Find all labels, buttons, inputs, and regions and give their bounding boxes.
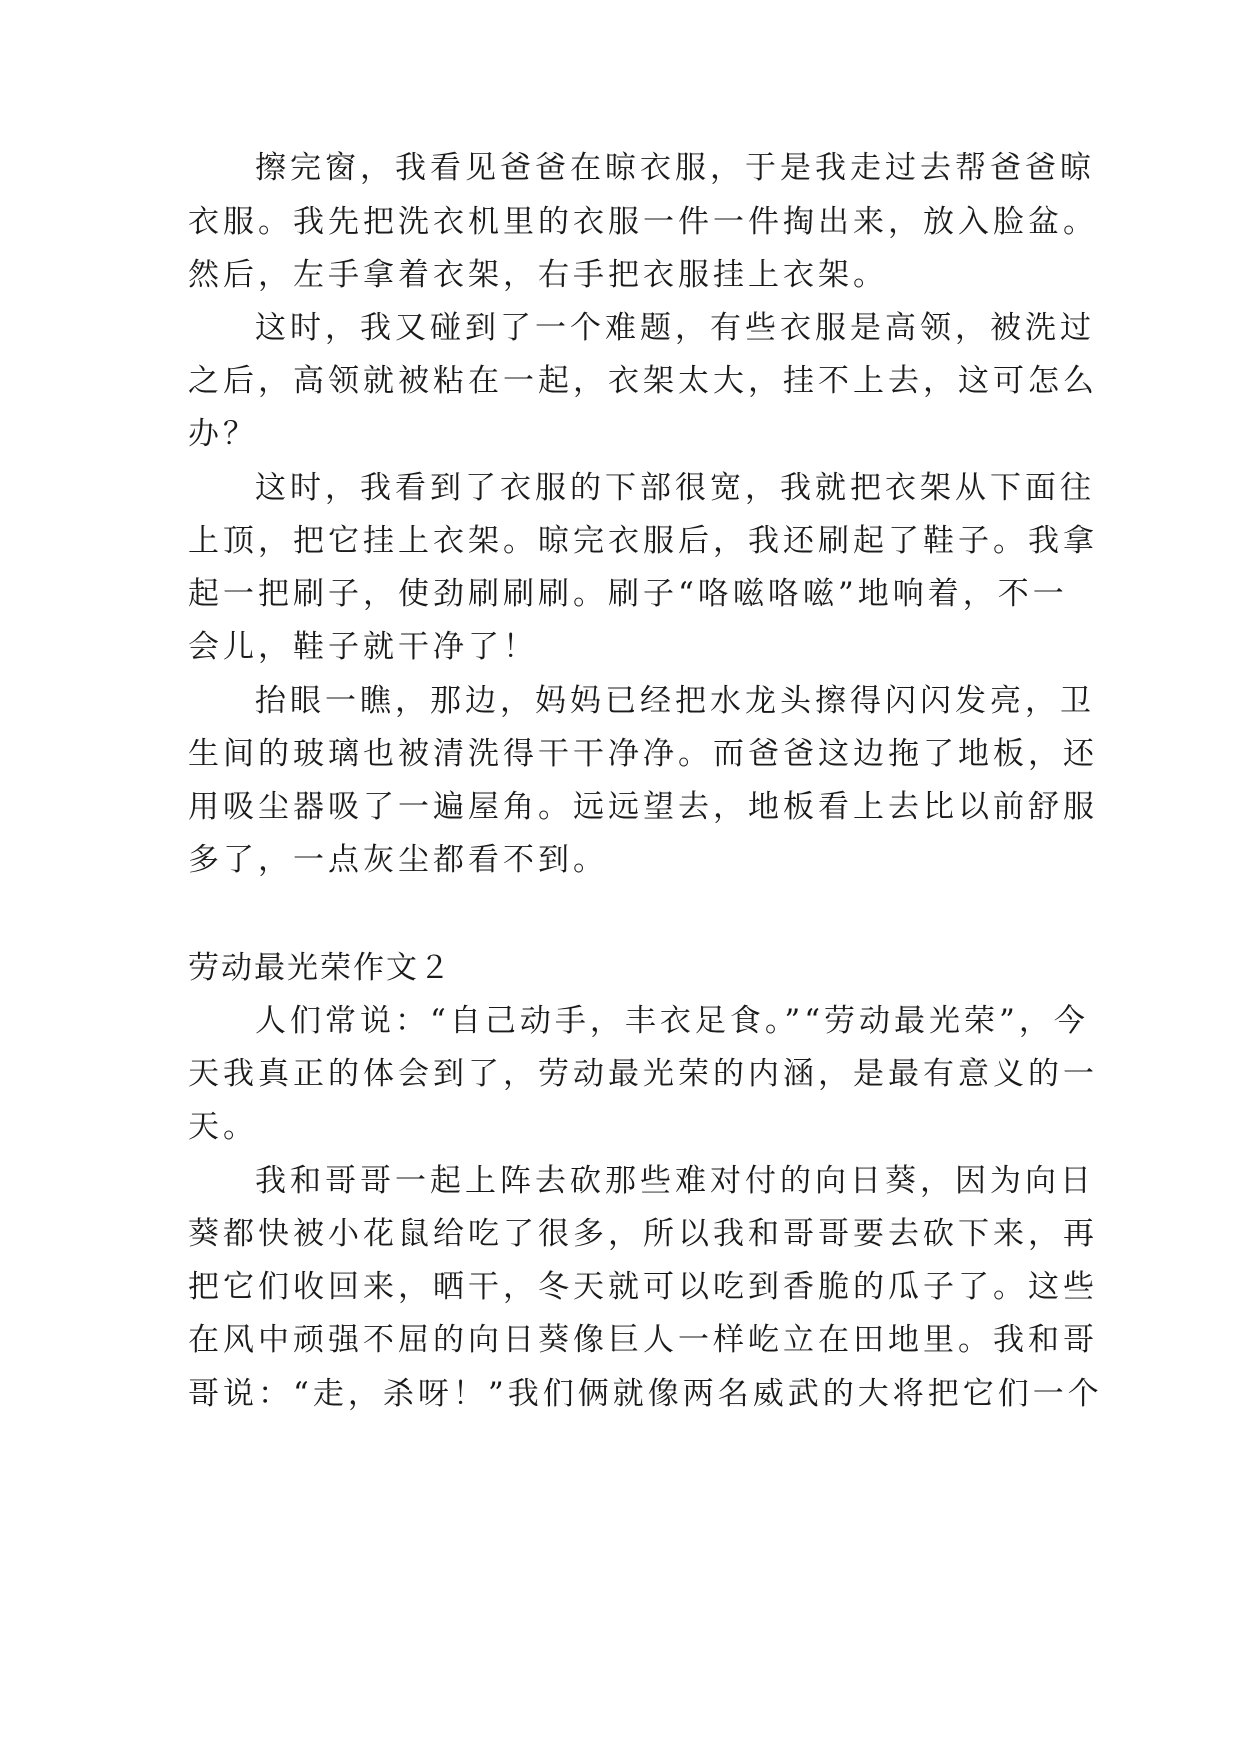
- paragraph-line: 人们常说：“自己动手，丰衣足食。”“劳动最光荣”，今: [255, 1003, 1089, 1039]
- section-title: 劳动最光荣作文２: [188, 950, 452, 986]
- paragraph-line: 上顶，把它挂上衣架。晾完衣服后，我还刷起了鞋子。我拿: [188, 523, 1098, 559]
- paragraph-line: 衣服。我先把洗衣机里的衣服一件一件掏出来，放入脸盆。: [188, 204, 1098, 240]
- paragraph-line: 多了，一点灰尘都看不到。: [188, 842, 608, 878]
- paragraph-line: 起一把刷子，使劲刷刷刷。刷子“咯嗞咯嗞”地响着，不一: [188, 576, 1068, 612]
- paragraph-line: 我和哥哥一起上阵去砍那些难对付的向日葵，因为向日: [255, 1163, 1095, 1199]
- paragraph-line: 之后，高领就被粘在一起，衣架太大，挂不上去，这可怎么: [188, 363, 1098, 399]
- paragraph-line: 然后，左手拿着衣架，右手把衣服挂上衣架。: [188, 257, 888, 293]
- paragraph-line: 这时，我看到了衣服的下部很宽，我就把衣架从下面往: [255, 470, 1095, 506]
- paragraph-line: 办？: [188, 416, 258, 452]
- paragraph-line: 这时，我又碰到了一个难题，有些衣服是高领，被洗过: [255, 310, 1095, 346]
- paragraph-line: 抬眼一瞧，那边，妈妈已经把水龙头擦得闪闪发亮，卫: [255, 683, 1095, 719]
- paragraph-line: 葵都快被小花鼠给吃了很多，所以我和哥哥要去砍下来，再: [188, 1216, 1098, 1252]
- paragraph-line: 用吸尘器吸了一遍屋角。远远望去，地板看上去比以前舒服: [188, 789, 1098, 825]
- paragraph-line: 擦完窗，我看见爸爸在晾衣服，于是我走过去帮爸爸晾: [255, 150, 1095, 186]
- paragraph-line: 天我真正的体会到了，劳动最光荣的内涵，是最有意义的一: [188, 1056, 1098, 1092]
- paragraph-line: 在风中顽强不屈的向日葵像巨人一样屹立在田地里。我和哥: [188, 1322, 1098, 1358]
- paragraph-line: 会儿，鞋子就干净了！: [188, 629, 538, 665]
- paragraph-line: 把它们收回来，晒干，冬天就可以吃到香脆的瓜子了。这些: [188, 1269, 1098, 1305]
- paragraph-line: 天。: [188, 1109, 258, 1145]
- paragraph-line: 生间的玻璃也被清洗得干干净净。而爸爸这边拖了地板，还: [188, 736, 1098, 772]
- paragraph-line: 哥说：“走，杀呀！”我们俩就像两名威武的大将把它们一个: [188, 1376, 1103, 1412]
